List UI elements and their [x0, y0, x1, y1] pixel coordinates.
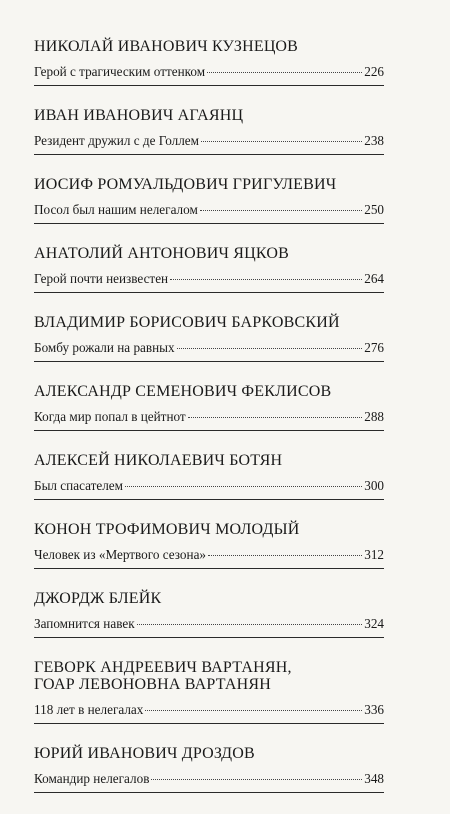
dot-leader	[137, 624, 363, 625]
toc-entry	[34, 245, 384, 293]
dot-leader	[208, 555, 362, 556]
chapter-line	[34, 271, 384, 286]
dot-leader	[177, 348, 363, 349]
toc-entry	[34, 314, 384, 362]
chapter-title: Герой почти неизвестен	[34, 271, 169, 286]
dot-leader	[151, 779, 362, 780]
chapter-title: 118 лет в нелегалах	[34, 702, 144, 717]
person-name: ЮРИЙ ИВАНОВИЧ ДРОЗДОВ	[34, 745, 255, 762]
person-name: АЛЕКСЕЙ НИКОЛАЕВИЧ БОТЯН	[34, 452, 283, 469]
chapter-line	[34, 478, 384, 493]
person-name: ИВАН ИВАНОВИЧ АГАЯНЦ	[34, 107, 244, 124]
toc-entry	[34, 590, 384, 638]
dot-leader	[145, 710, 362, 711]
person-name: ВЛАДИМИР БОРИСОВИЧ БАРКОВСКИЙ	[34, 314, 340, 331]
page-number: 264	[364, 271, 384, 286]
toc-entry	[34, 107, 384, 155]
chapter-line	[34, 771, 384, 786]
page-number: 226	[364, 64, 384, 79]
toc-entry	[34, 452, 384, 500]
page-number: 336	[364, 702, 384, 717]
person-name: КОНОН ТРОФИМОВИЧ МОЛОДЫЙ	[34, 521, 300, 538]
chapter-title: Командир нелегалов	[34, 771, 150, 786]
person-name: ДЖОРДЖ БЛЕЙК	[34, 590, 162, 607]
toc-entry	[34, 38, 384, 86]
chapter-line	[34, 133, 384, 148]
person-name-line: ГОАР ЛЕВОНОВНА ВАРТАНЯН	[34, 676, 272, 693]
page-number: 324	[364, 616, 384, 631]
chapter-line	[34, 616, 384, 631]
person-name-line: ГЕВОРК АНДРЕЕВИЧ ВАРТАНЯН,	[34, 659, 292, 676]
toc-entry	[34, 383, 384, 431]
chapter-title: Посол был нашим нелегалом	[34, 202, 198, 217]
toc-entry	[34, 659, 384, 724]
person-name: АНАТОЛИЙ АНТОНОВИЧ ЯЦКОВ	[34, 245, 290, 262]
page-number: 250	[364, 202, 384, 217]
chapter-line	[34, 64, 384, 79]
page-number: 288	[364, 409, 384, 424]
toc-entry	[34, 745, 384, 793]
chapter-title: Человек из «Мертвого сезона»	[34, 547, 207, 562]
dot-leader	[201, 141, 362, 142]
chapter-title: Когда мир попал в цейтнот	[34, 409, 186, 424]
dot-leader	[170, 279, 362, 280]
chapter-line	[34, 702, 384, 717]
person-name: АЛЕКСАНДР СЕМЕНОВИЧ ФЕКЛИСОВ	[34, 383, 332, 400]
dot-leader	[207, 72, 362, 73]
page-number: 312	[364, 547, 384, 562]
dot-leader	[188, 417, 363, 418]
table-of-contents	[34, 38, 384, 814]
person-name: ИОСИФ РОМУАЛЬДОВИЧ ГРИГУЛЕВИЧ	[34, 176, 337, 193]
dot-leader	[125, 486, 362, 487]
page-number: 238	[364, 133, 384, 148]
chapter-line	[34, 547, 384, 562]
dot-leader	[200, 210, 362, 211]
chapter-title: Герой с трагическим оттенком	[34, 64, 206, 79]
person-name: НИКОЛАЙ ИВАНОВИЧ КУЗНЕЦОВ	[34, 38, 298, 55]
chapter-title: Резидент дружил с де Голлем	[34, 133, 199, 148]
chapter-title: Бомбу рожали на равных	[34, 340, 175, 355]
page-number: 300	[364, 478, 384, 493]
chapter-title: Запомнится навек	[34, 616, 135, 631]
toc-entry	[34, 176, 384, 224]
page-number: 276	[364, 340, 384, 355]
page-number: 348	[364, 771, 384, 786]
person-name	[34, 659, 384, 693]
chapter-line	[34, 340, 384, 355]
chapter-line	[34, 202, 384, 217]
toc-entry	[34, 521, 384, 569]
chapter-line	[34, 409, 384, 424]
chapter-title: Был спасателем	[34, 478, 123, 493]
